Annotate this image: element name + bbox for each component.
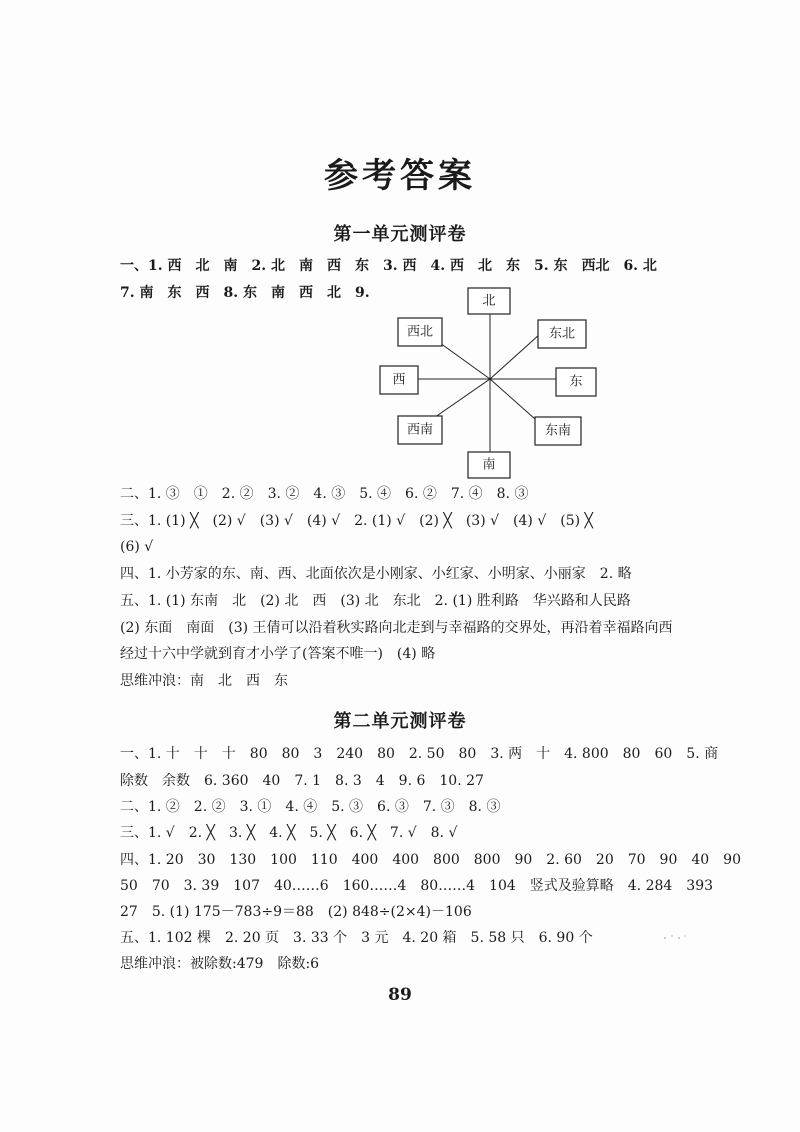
unit1-answer-line: 五、1. (1) 东南 北 (2) 北 西 (3) 北 东北 2. (1) 胜利路 华兴路和人民路	[120, 593, 631, 609]
unit2-answer-line: 二、1. ② 2. ② 3. ① 4. ④ 5. ③ 6. ③ 7. ③ 8. ③	[120, 799, 501, 815]
unit2-answer-line: 除数 余数 6. 360 40 7. 1 8. 3 4 9. 6 10. 27	[120, 773, 484, 789]
line-southeast	[490, 379, 535, 419]
unit1-thinking-line: 思维冲浪：南 北 西 东	[120, 673, 288, 689]
unit2-answer-line: 50 70 3. 39 107 40……6 160……4 80……4 104 竖式及验算略 4. 284 393	[120, 878, 714, 894]
unit1-answer-line: 三、1. (1) ╳ (2) √ (3) √ (4) √ 2. (1) √ (2) ╳ (3) √ (4) √ (5) ╳	[120, 513, 593, 529]
label-west: 西	[392, 372, 406, 388]
label-southeast: 东南	[544, 423, 572, 439]
label-north: 北	[482, 293, 496, 309]
page-number: 89	[388, 985, 412, 1005]
label-southwest: 西南	[406, 422, 434, 438]
unit1-line-1: 一、1. 西 北 南 2. 北 南 西 东 3. 西 4. 西 北 东 5. 东 西北 6. 北	[120, 258, 657, 274]
line-northeast	[490, 334, 540, 379]
unit2-answer-line: 27 5. (1) 175－783÷9＝88 (2) 848÷(2×4)－106	[120, 904, 472, 920]
unit1-answer-line: 经过十六中学就到育才小学了(答案不唯一) (4) 略	[120, 646, 436, 662]
unit1-answer-line: (6) √	[120, 539, 154, 555]
unit2-answer-line: 五、1. 102 棵 2. 20 页 3. 33 个 3 元 4. 20 箱 5. 58 只 6. 90 个	[120, 930, 593, 946]
label-northwest: 西北	[406, 324, 434, 340]
unit2-answer-line: 一、1. 十 十 十 80 80 3 240 80 2. 50 80 3. 两 十 4. 800 80 60 5. 商	[120, 746, 719, 762]
unit2-thinking-line: 思维冲浪：被除数:479 除数:6	[120, 956, 320, 972]
unit1-title: 第一单元测评卷	[333, 224, 467, 245]
compass-diagram	[370, 282, 610, 482]
label-south: 南	[482, 457, 496, 473]
unit2-answer-line: 三、1. √ 2. ╳ 3. ╳ 4. ╳ 5. ╳ 6. ╳ 7. √ 8. √	[120, 825, 458, 841]
unit1-answer-line: 四、1. 小芳家的东、南、西、北面依次是小刚家、小红家、小明家、小丽家 2. 略	[120, 566, 632, 582]
scan-speck	[660, 932, 690, 942]
unit2-answer-line: 四、1. 20 30 130 100 110 400 400 800 800 90 2. 60 20 70 90 40 90	[120, 852, 741, 868]
page-title: 参考答案	[324, 156, 476, 196]
unit1-line-2: 7. 南 东 西 8. 东 南 西 北 9.	[120, 285, 370, 301]
label-east: 东	[569, 374, 583, 390]
label-northeast: 东北	[548, 326, 576, 342]
unit1-answer-line: 二、1. ③ ① 2. ② 3. ② 4. ③ 5. ④ 6. ② 7. ④ 8. ③	[120, 486, 529, 502]
unit1-answer-line: (2) 东面 南面 (3) 王倩可以沿着秋实路向北走到与幸福路的交界处，再沿着幸福路向西	[120, 620, 673, 636]
unit2-title: 第二单元测评卷	[333, 711, 467, 732]
